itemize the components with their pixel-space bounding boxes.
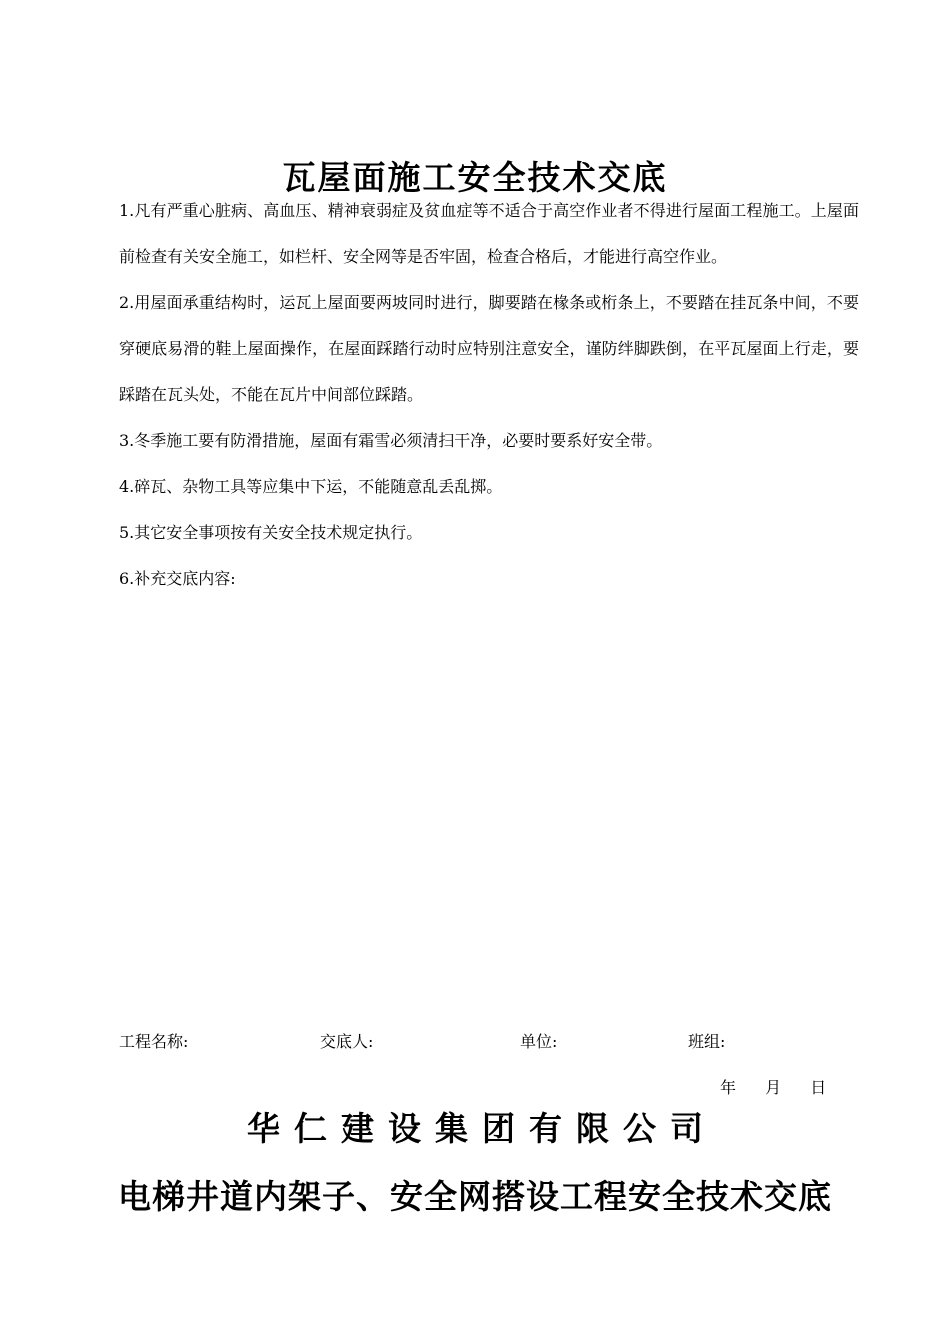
paragraph-1: 1.凡有严重心脏病、高血压、精神衰弱症及贫血症等不适合于高空作业者不得进行屋面工程施工。上屋面前检查有关安全施工，如栏杆、安全网等是否牢固，检查合格后，才能进行高空作业。 bbox=[119, 201, 859, 266]
paragraph-2: 2.用屋面承重结构时，运瓦上屋面要两坡同时进行，脚要踏在椽条或桁条上，不要踏在挂瓦条中间，不要穿硬底易滑的鞋上屋面操作，在屋面踩踏行动时应特别注意安全，谨防绊脚跌倒，在平瓦屋面上行走，要踩踏在瓦头处，不能在瓦片中间部位踩踏。 bbox=[119, 293, 859, 404]
paragraph-5: 5.其它安全事项按有关安全技术规定执行。 bbox=[119, 523, 423, 542]
date-year: 年 bbox=[720, 1078, 737, 1097]
date-line bbox=[720, 1074, 826, 1102]
team-label: 班组: bbox=[688, 1032, 726, 1051]
briefer-label: 交底人: bbox=[320, 1032, 374, 1051]
signature-row bbox=[0, 1028, 950, 1056]
date-day: 日 bbox=[810, 1078, 827, 1097]
date-month: 月 bbox=[765, 1078, 782, 1097]
paragraph-4: 4.碎瓦、杂物工具等应集中下运，不能随意乱丢乱掷。 bbox=[119, 477, 503, 496]
project-name-label: 工程名称: bbox=[119, 1032, 189, 1051]
page-title: 瓦屋面施工安全技术交底 bbox=[282, 158, 668, 198]
paragraph-6: 6.补充交底内容: bbox=[119, 569, 236, 588]
next-document-title: 电梯井道内架子、安全网搭设工程安全技术交底 bbox=[118, 1177, 832, 1216]
company-name: 华仁建设集团有限公司 bbox=[247, 1109, 717, 1148]
document-body bbox=[119, 188, 859, 602]
paragraph-3: 3.冬季施工要有防滑措施，屋面有霜雪必须清扫干净，必要时要系好安全带。 bbox=[119, 431, 663, 450]
unit-label: 单位: bbox=[520, 1032, 558, 1051]
